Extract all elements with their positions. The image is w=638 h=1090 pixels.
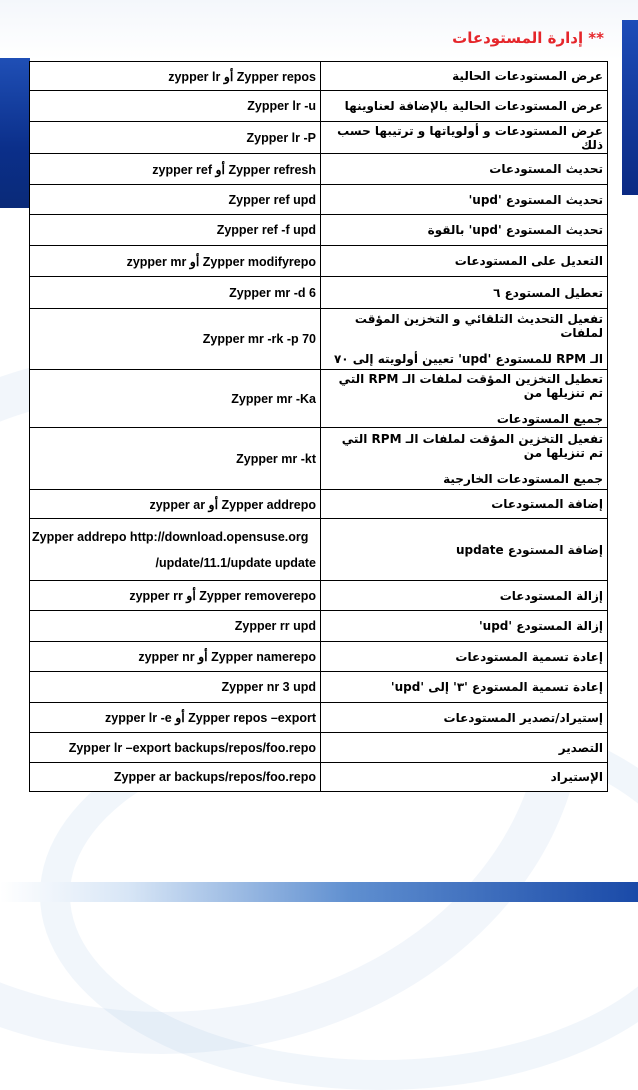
description-cell — [321, 428, 608, 490]
description-cell: تحديث المستودعات — [321, 154, 608, 185]
command-cell: Zypper mr -d 6 — [30, 277, 321, 309]
description-cell: إعادة تسمية المستودع '٣' إلى 'upd' — [321, 672, 608, 703]
description-cell: التعديل على المستودعات — [321, 246, 608, 277]
table-row — [30, 490, 608, 519]
bottom-blue-band — [0, 882, 638, 902]
table-row — [30, 611, 608, 642]
description-line-2: جميع المستودعات الخارجية — [443, 471, 603, 486]
description-cell: الإستيراد — [321, 763, 608, 792]
table-row — [30, 246, 608, 277]
command-cell: Zypper mr -Ka — [30, 370, 321, 428]
table-row — [30, 185, 608, 215]
description-line-2: جميع المستودعات — [496, 411, 603, 426]
command-cell: Zypper lr -P — [30, 122, 321, 154]
command-cell: Zypper nr 3 upd — [30, 672, 321, 703]
left-blue-stripe — [0, 58, 30, 208]
command-cell: zypper rr أو Zypper removerepo — [30, 581, 321, 611]
description-line-1: تفعيل التخزين المؤقت لملفات الـ RPM التي تم تنزيلها من — [341, 431, 603, 460]
table-row — [30, 215, 608, 246]
section-heading: ** إدارة المستودعات — [452, 29, 604, 47]
command-cell: zypper nr أو Zypper namerepo — [30, 642, 321, 672]
description-cell — [321, 309, 608, 370]
table-row — [30, 154, 608, 185]
description-cell: تحديث المستودع 'upd' بالقوة — [321, 215, 608, 246]
table-row — [30, 642, 608, 672]
table-row — [30, 733, 608, 763]
command-cell: Zypper ref -f upd — [30, 215, 321, 246]
table-row — [30, 277, 608, 309]
description-cell: عرض المستودعات و أولوياتها و ترتيبها حسب ذلك — [321, 122, 608, 154]
command-cell: Zypper lr -u — [30, 91, 321, 122]
command-line-2: /update/11.1/update update — [155, 555, 316, 570]
table-row — [30, 703, 608, 733]
table-row — [30, 122, 608, 154]
description-cell: عرض المستودعات الحالية — [321, 62, 608, 91]
description-cell: عرض المستودعات الحالية بالإضافة لعناوينها — [321, 91, 608, 122]
table-row — [30, 672, 608, 703]
command-cell: Zypper lr –export backups/repos/foo.repo — [30, 733, 321, 763]
command-cell: Zypper rr upd — [30, 611, 321, 642]
right-blue-stripe — [622, 20, 638, 195]
command-cell: Zypper ref upd — [30, 185, 321, 215]
table-row — [30, 763, 608, 792]
command-cell: Zypper mr -rk -p 70 — [30, 309, 321, 370]
command-cell: zypper ar أو Zypper addrepo — [30, 490, 321, 519]
description-cell: إزالة المستودعات — [321, 581, 608, 611]
command-cell — [30, 519, 321, 581]
description-cell: إعادة تسمية المستودعات — [321, 642, 608, 672]
table-row — [30, 91, 608, 122]
description-cell: إضافة المستودعات — [321, 490, 608, 519]
table-row — [30, 370, 608, 428]
description-line-2: الـ RPM للمستودع 'upd' تعيين أولويته إلى ٧٠ — [333, 352, 603, 366]
table-row — [30, 62, 608, 91]
table-row — [30, 428, 608, 490]
table-row — [30, 581, 608, 611]
description-cell: إستيراد/تصدير المستودعات — [321, 703, 608, 733]
description-cell: إزالة المستودع 'upd' — [321, 611, 608, 642]
description-cell: التصدير — [321, 733, 608, 763]
command-cell: zypper lr -e أو Zypper repos –export — [30, 703, 321, 733]
command-cell: zypper lr أو Zypper repos — [30, 62, 321, 91]
description-cell: تعطيل المستودع ٦ — [321, 277, 608, 309]
description-line-1: تفعيل التحديث التلقائي و التخزين المؤقت لملفات — [354, 312, 603, 340]
description-cell — [321, 370, 608, 428]
repository-commands-table — [29, 61, 608, 792]
command-cell: Zypper ar backups/repos/foo.repo — [30, 763, 321, 792]
table-row — [30, 309, 608, 370]
command-cell: zypper ref أو Zypper refresh — [30, 154, 321, 185]
description-cell: تحديث المستودع 'upd' — [321, 185, 608, 215]
description-line-1: تعطيل التخزين المؤقت لملفات الـ RPM التي تم تنزيلها من — [338, 371, 603, 400]
description-cell: إضافة المستودع update — [321, 519, 608, 581]
command-cell: zypper mr أو Zypper modifyrepo — [30, 246, 321, 277]
command-line-1: Zypper addrepo http://download.opensuse.org — [32, 529, 309, 544]
table-row — [30, 519, 608, 581]
command-cell: Zypper mr -kt — [30, 428, 321, 490]
